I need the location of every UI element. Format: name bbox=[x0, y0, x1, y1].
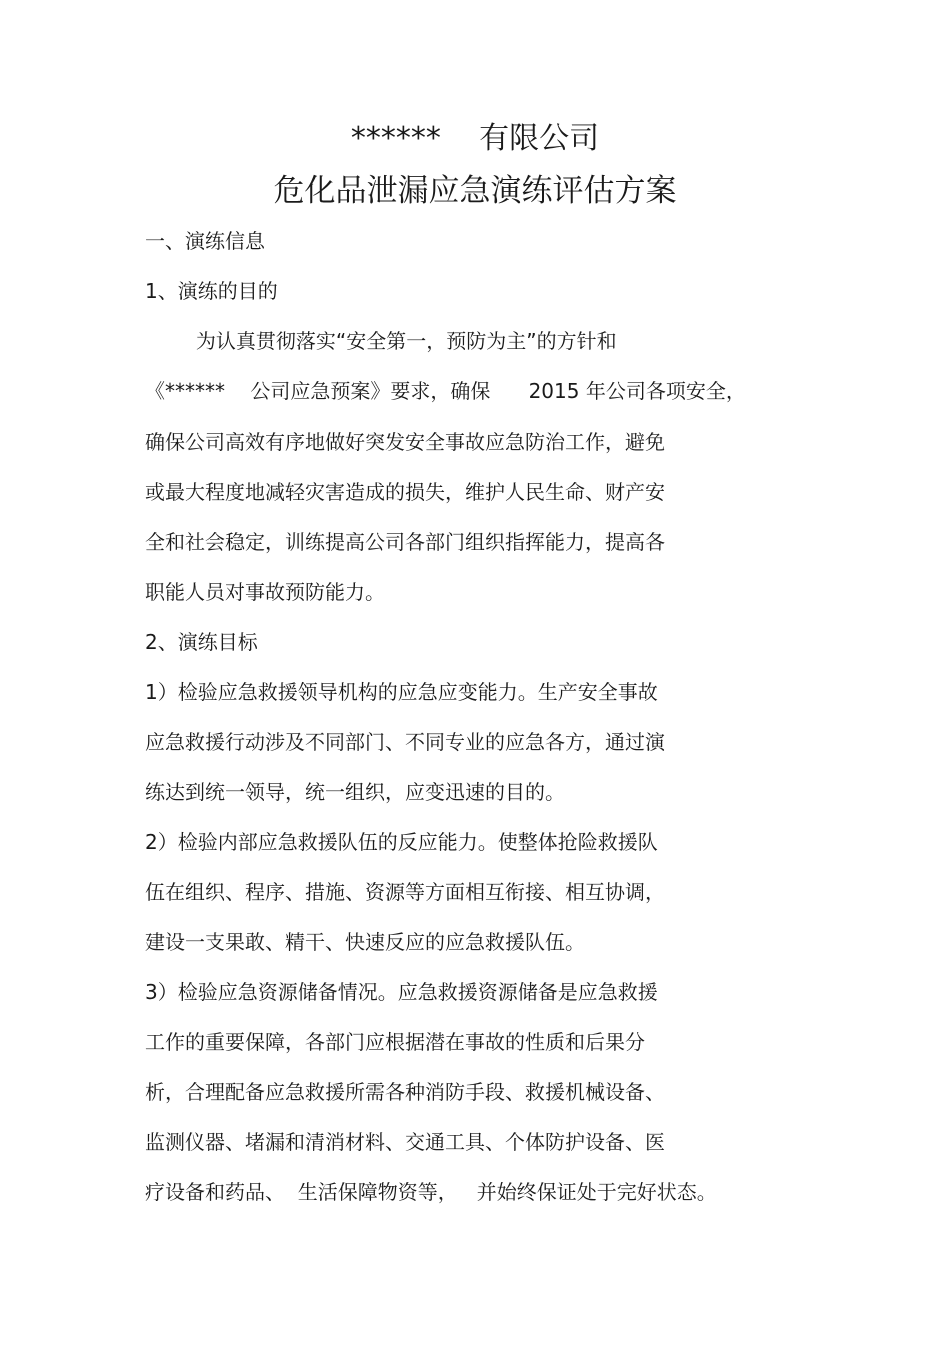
subsection-heading-drill-objectives: 2、演练目标 bbox=[145, 630, 258, 654]
objective-item-3: 3）检验应急资源储备情况。应急救援资源储备是应急救援 bbox=[145, 980, 658, 1004]
paragraph-line: 析，合理配备应急救援所需各种消防手段、救援机械设备、 bbox=[145, 1080, 665, 1104]
objective-item-1: 1）检验应急救援领导机构的应急应变能力。生产安全事故 bbox=[145, 680, 658, 704]
paragraph-line: 应急救援行动涉及不同部门、不同专业的应急各方，通过演 bbox=[145, 730, 665, 754]
document-title: 危化品泄漏应急演练评估方案 bbox=[273, 173, 677, 209]
paragraph-line: 或最大程度地减轻灾害造成的损失，维护人民生命、财产安 bbox=[145, 480, 665, 504]
paragraph-line: 《****** 公司应急预案》要求，确保 2015 年公司各项安全， bbox=[145, 379, 746, 403]
paragraph-line: 工作的重要保障，各部门应根据潜在事故的性质和后果分 bbox=[145, 1030, 645, 1054]
paragraph-line: 为认真贯彻落实“安全第一，预防为主”的方针和 bbox=[145, 329, 617, 353]
paragraph-line: 伍在组织、程序、措施、资源等方面相互衔接、相互协调， bbox=[145, 880, 665, 904]
paragraph-line: 建设一支果敢、精干、快速反应的应急救援队伍。 bbox=[145, 930, 585, 954]
paragraph-line: 疗设备和药品、 生活保障物资等， 并始终保证处于完好状态。 bbox=[145, 1180, 717, 1204]
paragraph-line: 确保公司高效有序地做好突发安全事故应急防治工作，避免 bbox=[145, 430, 665, 454]
company-title: ****** 有限公司 bbox=[350, 121, 600, 156]
paragraph-line: 练达到统一领导，统一组织，应变迅速的目的。 bbox=[145, 780, 565, 804]
section-heading-drill-info: 一、演练信息 bbox=[145, 229, 265, 253]
paragraph-line: 全和社会稳定，训练提高公司各部门组织指挥能力，提高各 bbox=[145, 530, 665, 554]
paragraph-line: 职能人员对事故预防能力。 bbox=[145, 580, 385, 604]
subsection-heading-drill-purpose: 1、演练的目的 bbox=[145, 279, 278, 303]
paragraph-line: 监测仪器、堵漏和清消材料、交通工具、个体防护设备、医 bbox=[145, 1130, 665, 1154]
objective-item-2: 2）检验内部应急救援队伍的反应能力。使整体抢险救援队 bbox=[145, 830, 658, 854]
